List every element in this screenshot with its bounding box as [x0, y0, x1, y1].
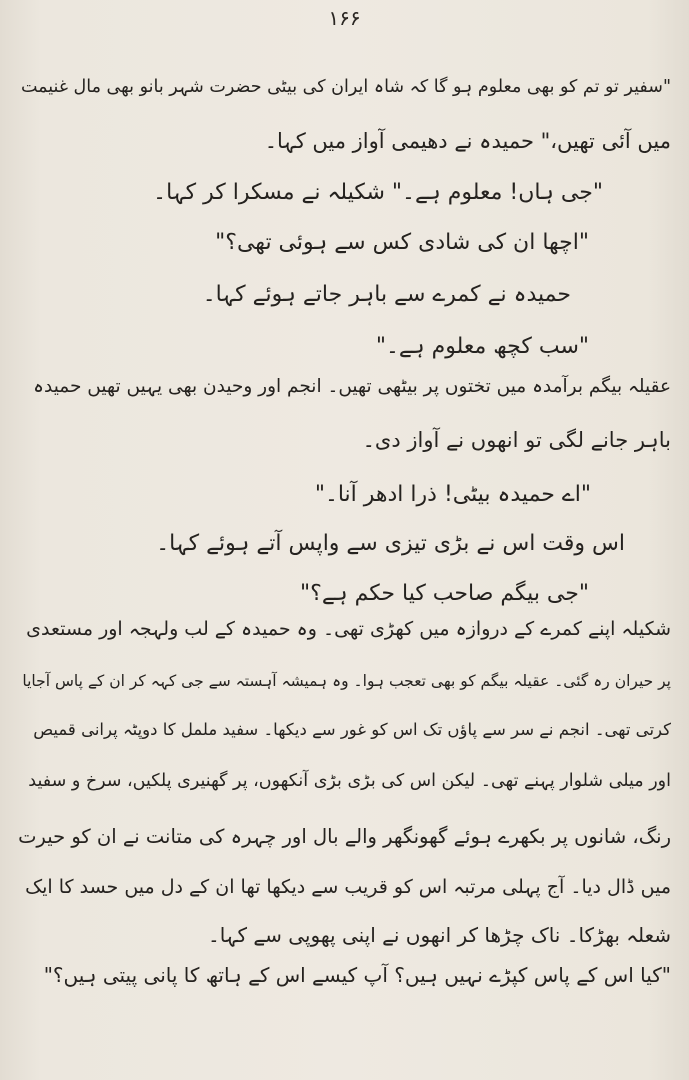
text-line: باہر جانے لگی تو انھوں نے آواز دی۔	[362, 428, 671, 452]
text-line: حمیدہ نے کمرے سے باہر جاتے ہوئے کہا۔	[202, 282, 571, 307]
text-line: "جی ہاں! معلوم ہے۔" شکیلہ نے مسکرا کر کہا۔	[153, 180, 603, 205]
text-line: رنگ، شانوں پر بکھرے ہوئے گھونگھر والے بال اور چہرہ کی متانت نے ان کو حیرت	[18, 825, 671, 848]
text-line: پر حیران رہ گئی۔ عقیلہ بیگم کو بھی تعجب ہوا۔ وہ ہمیشہ آہستہ سے جی کہہ کر ان کے پاس آجایا	[22, 672, 671, 690]
text-line: "سب کچھ معلوم ہے۔"	[375, 334, 589, 359]
text-line: "جی بیگم صاحب کیا حکم ہے؟"	[300, 581, 589, 606]
text-line: "اے حمیدہ بیٹی! ذرا ادھر آنا۔"	[314, 482, 591, 507]
text-line: کرتی تھی۔ انجم نے سر سے پاؤں تک اس کو غور سے دیکھا۔ سفید ململ کا دوپٹہ پرانی قمیص	[33, 720, 671, 739]
text-line: عقیلہ بیگم برآمدہ میں تختوں پر بیٹھی تھیں۔ انجم اور وحیدن بھی یہیں تھیں حمیدہ	[33, 376, 671, 397]
text-line: "سفیر تو تم کو بھی معلوم ہو گا کہ شاہ ایران کی بیٹی حضرت شہر بانو بھی مال غنیمت	[20, 77, 671, 97]
text-line: اس وقت اس نے بڑی تیزی سے واپس آتے ہوئے کہا۔	[156, 531, 625, 556]
text-line: شکیلہ اپنے کمرے کے دروازہ میں کھڑی تھی۔ وہ حمیدہ کے لب ولہجہ اور مستعدی	[26, 618, 671, 640]
text-line: اور میلی شلوار پہنے تھی۔ لیکن اس کی بڑی بڑی آنکھوں، پر گھنیری پلکیں، سرخ و سفید	[28, 771, 671, 791]
text-line: میں آئی تھیں،" حمیدہ نے دھیمی آواز میں کہا۔	[264, 129, 671, 153]
text-line: میں ڈال دیا۔ آج پہلی مرتبہ اس کو قریب سے دیکھا تھا ان کے دل میں حسد کا ایک	[25, 876, 671, 898]
text-line: "اچھا ان کی شادی کس سے ہوئی تھی؟"	[215, 230, 589, 255]
text-line: "کیا اس کے پاس کپڑے نہیں ہیں؟ آپ کیسے اس کے ہاتھ کا پانی پیتی ہیں؟"	[43, 963, 671, 987]
text-line: شعلہ بھڑکا۔ ناک چڑھا کر انھوں نے اپنی پھوپی سے کہا۔	[208, 923, 671, 947]
page-number: ۱۶۶	[328, 6, 361, 30]
